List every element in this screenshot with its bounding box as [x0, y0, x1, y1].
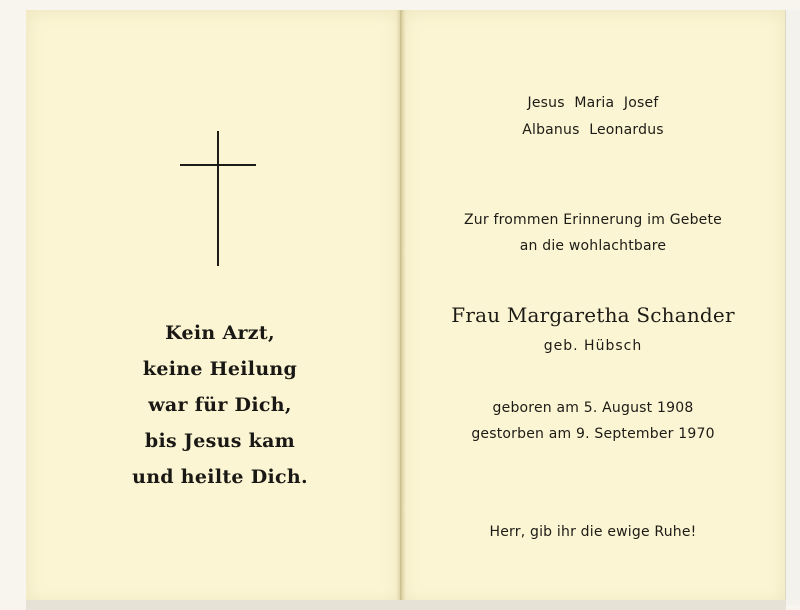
verse [105, 315, 335, 495]
memorial-heading: Zur frommen Erinnerung im Gebete [464, 212, 722, 228]
cross-horizontal-bar [180, 164, 256, 166]
deceased-name: Frau Margaretha Schander [451, 303, 735, 327]
cross-icon [180, 131, 256, 266]
patron-names-line: Albanus Leonardus [522, 122, 664, 138]
card-edge [785, 10, 800, 605]
verse-line: und heilte Dich. [132, 466, 308, 488]
holy-names-line: Jesus Maria Josef [527, 95, 659, 111]
verse-line: keine Heilung [142, 358, 298, 380]
verse-line: bis Jesus kam [144, 430, 296, 452]
closing-prayer: Herr, gib ihr die ewige Ruhe! [489, 524, 697, 540]
birth-date: geboren am 5. August 1908 [492, 400, 694, 416]
verse-line: war für Dich, [148, 394, 292, 416]
death-date: gestorben am 9. September 1970 [471, 426, 715, 442]
cross-vertical-bar [217, 131, 219, 266]
maiden-name: geb. Hübsch [543, 338, 643, 354]
memorial-subheading: an die wohlachtbare [519, 238, 667, 254]
card-bottom-edge [26, 600, 786, 610]
left-page [26, 10, 401, 605]
verse-line: Kein Arzt, [165, 322, 275, 344]
